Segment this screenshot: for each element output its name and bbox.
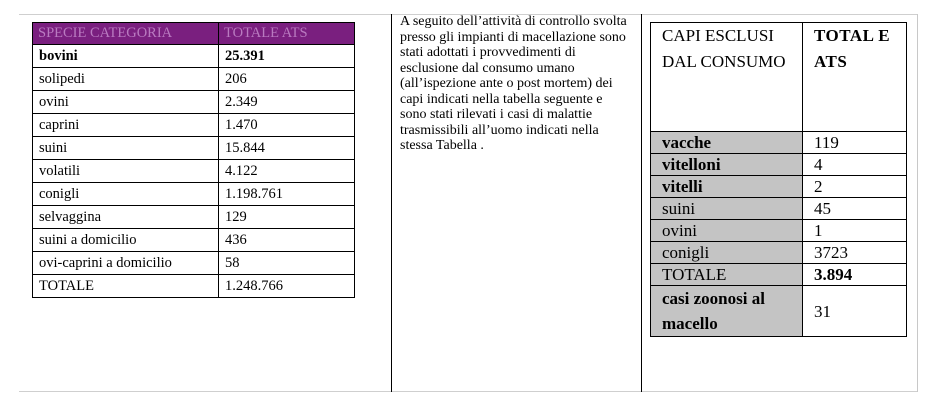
table-header-row (651, 23, 907, 132)
species-cell: conigli (33, 183, 219, 206)
count-cell: 1 (803, 220, 907, 242)
table-row (33, 68, 355, 91)
column-divider-left (391, 14, 392, 392)
table-row (651, 132, 907, 154)
table-row (33, 229, 355, 252)
table-row (651, 220, 907, 242)
species-cell: TOTALE (33, 275, 219, 298)
total-cell: 1.198.761 (219, 183, 355, 206)
table-row (33, 183, 355, 206)
table-row (33, 137, 355, 160)
count-cell: 4 (803, 154, 907, 176)
total-cell: 2.349 (219, 91, 355, 114)
header-species-category: SPECIE CATEGORIA (33, 23, 219, 45)
species-cell: ovi-caprini a domicilio (33, 252, 219, 275)
table-row (651, 286, 907, 337)
table-row (33, 114, 355, 137)
category-cell: conigli (651, 242, 803, 264)
table-row (33, 206, 355, 229)
species-cell: suini a domicilio (33, 229, 219, 252)
total-cell: 436 (219, 229, 355, 252)
table-row (33, 45, 355, 68)
total-cell: 129 (219, 206, 355, 229)
table-row (33, 160, 355, 183)
total-cell: 4.122 (219, 160, 355, 183)
species-totals-table (32, 22, 355, 298)
header-total-ats: TOTALE ATS (219, 23, 355, 45)
species-cell: caprini (33, 114, 219, 137)
count-cell: 119 (803, 132, 907, 154)
total-cell: 1.248.766 (219, 275, 355, 298)
category-cell: ovini (651, 220, 803, 242)
category-cell: TOTALE (651, 264, 803, 286)
table-row (651, 176, 907, 198)
species-cell: ovini (33, 91, 219, 114)
species-cell: solipedi (33, 68, 219, 91)
total-cell: 1.470 (219, 114, 355, 137)
table-row (651, 242, 907, 264)
species-cell: volatili (33, 160, 219, 183)
category-cell: vitelloni (651, 154, 803, 176)
total-cell: 25.391 (219, 45, 355, 68)
table-row (33, 91, 355, 114)
count-cell: 3.894 (803, 264, 907, 286)
description-paragraph: A seguito dell’attività di controllo svolta presso gli impianti di macellazione sono stati adottati i provvedimenti di esclusione dal consumo umano (all’ispezione ante o post mortem) dei capi indicati nella tabella seguente e sono stati rilevati i casi di malattie trasmissibili all’uomo indicati nella stessa Tabella . (400, 14, 627, 153)
table-row (651, 154, 907, 176)
species-cell: bovini (33, 45, 219, 68)
total-cell: 58 (219, 252, 355, 275)
species-cell: selvaggina (33, 206, 219, 229)
category-cell: suini (651, 198, 803, 220)
category-cell: casi zoonosi al macello (651, 286, 803, 337)
column-divider-right (641, 14, 642, 392)
header-excluded-heads: CAPI ESCLUSI DAL CONSUMO (651, 23, 803, 132)
table-row (33, 252, 355, 275)
category-cell: vitelli (651, 176, 803, 198)
table-total-row (651, 264, 907, 286)
table-row (651, 198, 907, 220)
count-cell: 3723 (803, 242, 907, 264)
count-cell: 45 (803, 198, 907, 220)
page-edge (917, 14, 918, 392)
total-cell: 206 (219, 68, 355, 91)
header-total-ats: TOTAL E ATS (803, 23, 907, 132)
count-cell: 2 (803, 176, 907, 198)
table-header-row (33, 23, 355, 45)
total-cell: 15.844 (219, 137, 355, 160)
table-total-row (33, 275, 355, 298)
category-cell: vacche (651, 132, 803, 154)
excluded-heads-table (650, 22, 907, 337)
species-cell: suini (33, 137, 219, 160)
count-cell: 31 (803, 286, 907, 337)
